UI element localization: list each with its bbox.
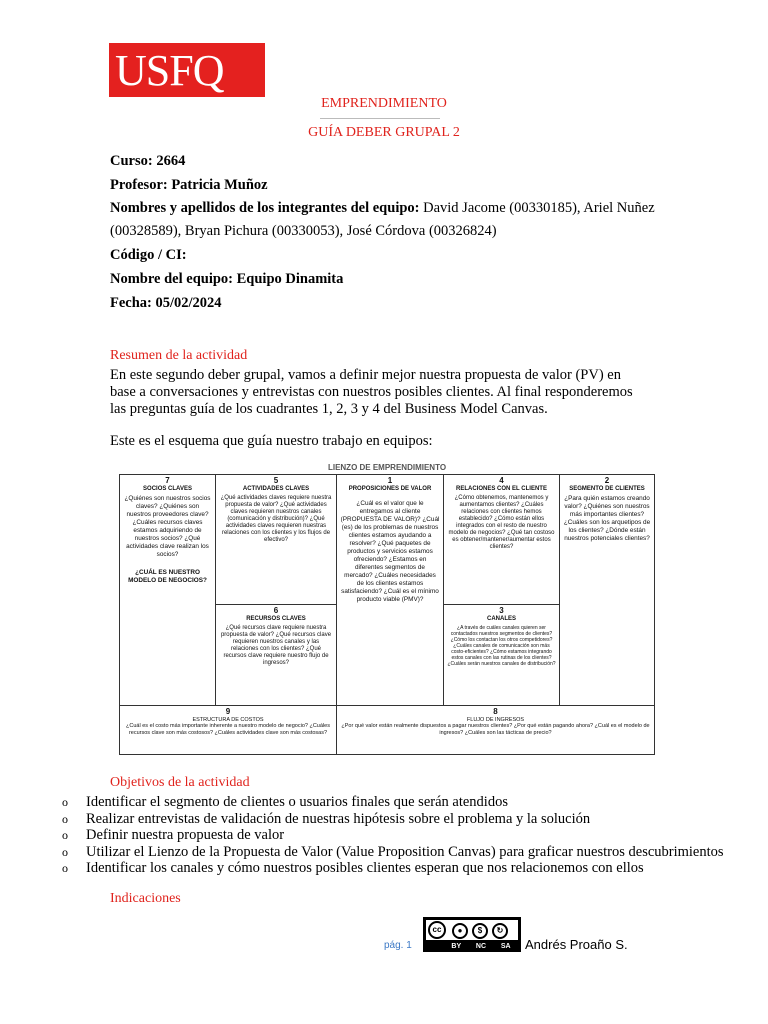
cell-number: 4	[499, 476, 504, 485]
bullet-marker: o	[62, 844, 68, 859]
fecha-line: Fecha: 05/02/2024	[110, 295, 222, 311]
cell-title: ESTRUCTURA DE COSTOS	[192, 717, 264, 723]
by-person-icon: ●	[452, 923, 468, 939]
doc-subtitle: GUÍA DEBER GRUPAL 2	[308, 125, 460, 140]
cell-text: ¿Quiénes son nuestros socios claves? ¿Quiénes son nuestros proveedores clave? ¿Cuáles recursos claves estamos adquiriendo de nuestros socios? ¿Qué actividades clave realizan los socios?	[124, 495, 211, 558]
resumen-text: En este segundo deber grupal, vamos a definir mejor nuestra propuesta de valor (PV) en base a conversaciones y entrevistas con nuestros posibles clientes. Al final responderemos las preguntas guía de los cuadrantes 1, 2, 3 y 4 del Business Model Canvas.	[110, 367, 633, 417]
list-item-text: Identificar el segmento de clientes o usuarios finales que serán atendidos	[86, 794, 508, 810]
author-name: Andrés Proaño S.	[525, 937, 628, 952]
profesor-line: Profesor: Patricia Muñoz	[110, 177, 268, 193]
objetivos-list	[62, 794, 742, 877]
cell-title: RECURSOS CLAVES	[246, 616, 306, 622]
usfq-logo	[109, 43, 265, 97]
canvas-cell-socios	[119, 474, 216, 706]
bullet-marker: o	[62, 861, 68, 875]
cell-title: SEGMENTO DE CLIENTES	[569, 486, 645, 492]
cell-text: ¿Qué recursos clave requiere nuestra propuesta de valor? ¿Qué recursos clave requieren nuestros canales y las relaciones con los clientes? ¿Qué recursos clave requiere nuestro flujo de ingresos?	[220, 625, 332, 666]
cell-text: ¿Para quién estamos creando valor? ¿Quiénes son nuestros más importantes clientes? ¿Cuáles son los arquetipos de los clientes? ¿Dónde están nuestros potenciales clientes?	[563, 495, 651, 542]
cc-label-by: BY	[451, 943, 462, 950]
cc-badge-labels	[444, 943, 518, 950]
cell-number: 2	[604, 476, 610, 485]
bullet-marker: o	[62, 828, 68, 842]
codigo-line: Código / CI:	[110, 247, 187, 263]
cell-title: RELACIONES CON EL CLIENTE	[456, 486, 547, 492]
business-model-canvas	[119, 462, 655, 755]
cell-number: 7	[165, 476, 170, 485]
cc-icon: cc	[428, 921, 446, 939]
list-item-text: Identificar los canales y cómo nuestros posibles clientes esperan que nos relacionemos con ellos	[86, 860, 644, 876]
cell-number: 5	[273, 476, 279, 485]
cc-badge-top	[426, 920, 518, 940]
integrantes-value-1: David Jacome (00330185), Ariel Nuñez	[419, 200, 655, 216]
cell-title: FLUJO DE INGRESOS	[466, 717, 525, 723]
cc-label-nc: NC	[475, 943, 487, 950]
nc-dollar-icon: $	[472, 923, 488, 939]
cell-title: SOCIOS CLAVES	[143, 486, 192, 492]
cell-text: ¿Por qué valor están realmente dispuestos a pagar nuestros clientes? ¿Por qué están pagando ahora? ¿Cuál es el modelo de ingresos? ¿Cuáles son las tácticas de precio?	[341, 723, 650, 736]
creative-commons-badge	[423, 917, 521, 952]
canvas-cell-segmento	[559, 474, 655, 706]
equipo-line: Nombre del equipo: Equipo Dinamita	[110, 271, 344, 287]
integrantes-line	[110, 198, 670, 218]
list-item	[62, 844, 742, 861]
title-divider	[320, 118, 440, 119]
cell-text: ¿Cuál es el valor que le entregamos al cliente (PROPUESTA DE VALOR)? ¿Cuál (es) de los problemas de nuestros clientes estamos ayudando a resolver? ¿Qué paquetes de productos y servicios estamos ofreciendo? ¿Estamos en diferentes segmentos de mercado? ¿Cuáles necesidades de los clientes estamos satisfaciendo? ¿Cuál es el mínimo producto viable (PMV)?	[340, 500, 440, 603]
canvas-cell-costos	[119, 705, 337, 755]
sa-share-icon: ↻	[492, 923, 508, 939]
cc-label-sa: SA	[500, 943, 511, 950]
integrantes-label: Nombres y apellidos de los integrantes del equipo:	[110, 200, 420, 216]
cell-number: 3	[499, 606, 504, 615]
canvas-cell-recursos	[215, 604, 337, 706]
resumen-title: Resumen de la actividad	[110, 348, 248, 363]
cell-number: 6	[273, 606, 279, 615]
page-number: pág. 1	[384, 940, 412, 951]
logo-text: USFQ	[115, 46, 224, 95]
esquema-text: Este es el esquema que guía nuestro trabajo en equipos:	[110, 433, 433, 449]
canvas-cell-ingresos	[336, 705, 655, 755]
cell-text: ¿Qué actividades claves requiere nuestra propuesta de valor? ¿Qué actividades claves requieren nuestros canales (comunicación y distribución)? ¿Qué actividades claves requieren nuestras relaciones con los clientes y los flujos de efectivo?	[220, 495, 332, 543]
list-item-text: Realizar entrevistas de validación de nuestras hipótesis sobre el problema y la solución	[86, 810, 591, 827]
objetivos-title: Objetivos de la actividad	[110, 775, 250, 790]
cell-title: CANALES	[486, 616, 516, 622]
list-item-text: Utilizar el Lienzo de la Propuesta de Valor (Value Proposition Canvas) para graficar nuestros descubrimientos	[86, 843, 724, 860]
canvas-cell-relaciones	[443, 474, 560, 605]
list-item	[62, 811, 742, 828]
cell-number: 8	[493, 707, 498, 716]
list-item	[62, 794, 742, 811]
integrantes-value-2: (00328589), Bryan Pichura (00330053), José Córdova (00326824)	[110, 223, 497, 239]
cell-title: PROPOSICIONES DE VALOR	[348, 486, 432, 492]
list-item	[62, 860, 742, 877]
cell-text: ¿A través de cuáles canales quieren ser contactados nuestros segmentos de clientes? ¿Cómo los contactan los otros competidores? ¿Cuáles canales de comunicación son más costo-eficientes? ¿Cómo estamos integrando estos canales con las rutinas de los clientes? ¿Cuáles serán nuestros canales de distribución?	[447, 625, 556, 667]
cell-text: ¿Cuál es el costo más importante inherente a nuestro modelo de negocio? ¿Cuáles recursos clave son más costosos? ¿Cuáles actividades clave son más costosas?	[126, 723, 330, 736]
cell-text: ¿Cómo obtenemos, mantenemos y aumentamos clientes? ¿Cuáles relaciones con clientes hemos establecido? ¿Cómo están ellos integrados con el resto de nuestro modelo de negocios? ¿Qué tan costoso es obtener/mantener/aumentar estos clientes?	[448, 495, 555, 550]
list-item-text: Definir nuestra propuesta de valor	[86, 827, 285, 843]
bullet-marker: o	[62, 811, 68, 826]
indicaciones-title: Indicaciones	[110, 891, 181, 906]
canvas-cell-actividades	[215, 474, 337, 605]
doc-title: EMPRENDIMIENTO	[321, 96, 447, 111]
bullet-marker: o	[62, 795, 68, 809]
curso-line: Curso: 2664	[110, 153, 186, 169]
cell-title: ACTIVIDADES CLAVES	[242, 486, 310, 492]
cell-number: 1	[387, 476, 393, 485]
canvas-cell-propuesta	[336, 474, 444, 706]
list-item	[62, 827, 742, 844]
canvas-cell-canales	[443, 604, 560, 706]
cell-number: 9	[225, 707, 231, 716]
canvas-title: LIENZO DE EMPRENDIMIENTO	[327, 463, 447, 472]
cell-extra: ¿CUÁL ES NUESTRO MODELO DE NEGOCIOS?	[128, 569, 207, 584]
